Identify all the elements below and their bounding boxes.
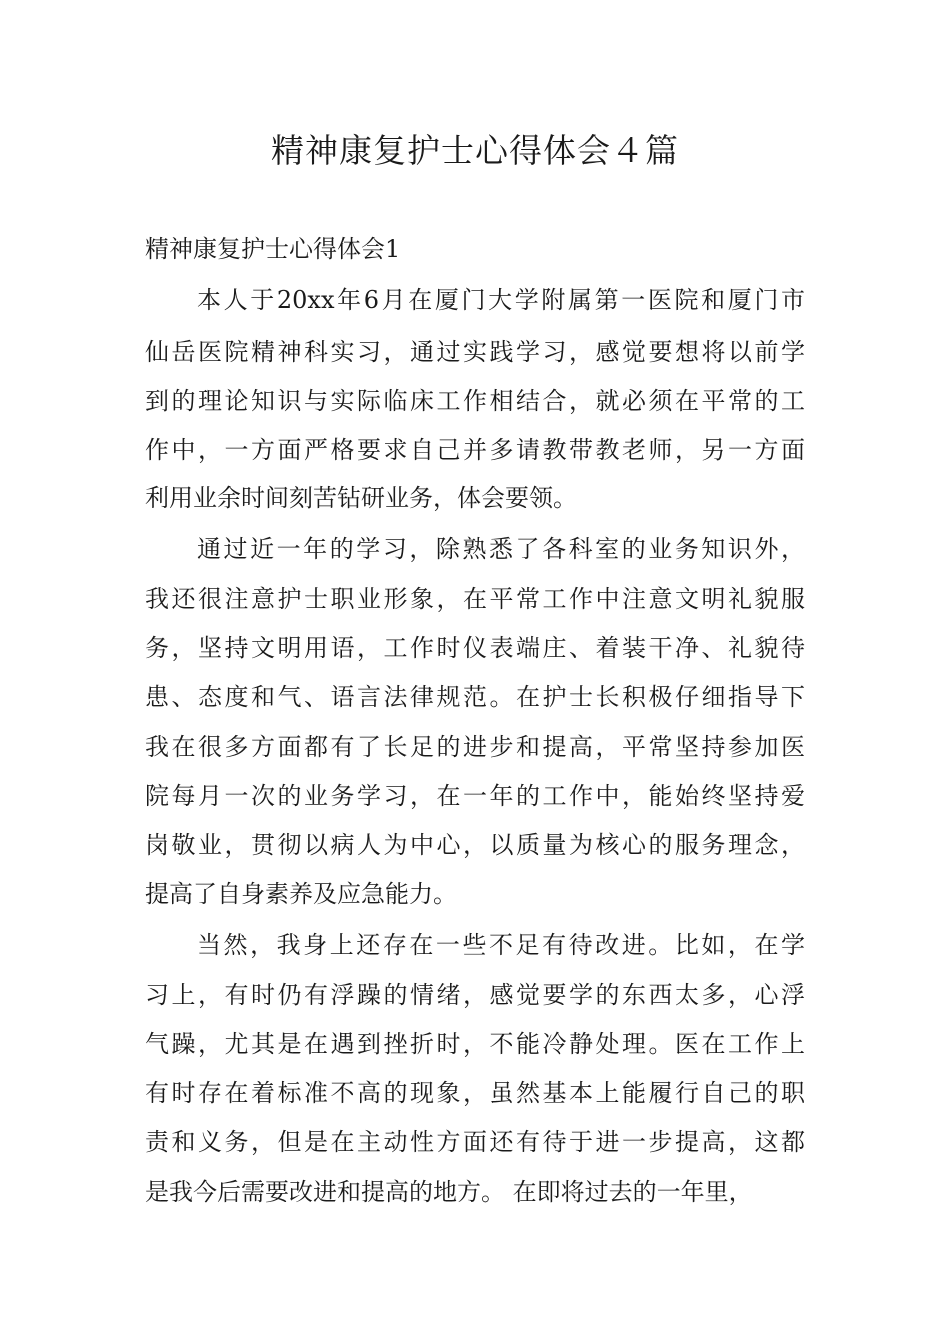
paragraph-1-line-5: 利用业余时间刻苦钻研业务，体会要领。 [145,484,577,512]
paragraph-2-line-1: 通过近一年的学习，除熟悉了各科室的业务知识外， [197,535,805,563]
paragraph-1-line-1: 本人于20xx年6月在厦门大学附属第一医院和厦门市 [197,286,805,314]
paragraph-2-line-6: 院每月一次的业务学习，在一年的工作中，能始终坚持爱 [145,782,805,810]
paragraph-3-line-5: 责和义务，但是在主动性方面还有待于进一步提高，这都 [145,1128,805,1156]
paragraph-1-line-2: 仙岳医院精神科实习，通过实践学习，感觉要想将以前学 [145,338,805,366]
paragraph-3-line-2: 习上，有时仍有浮躁的情绪，感觉要学的东西太多，心浮 [145,981,805,1009]
paragraph-3-line-4: 有时存在着标准不高的现象，虽然基本上能履行自己的职 [145,1079,805,1107]
paragraph-2-line-8: 提高了自身素养及应急能力。 [145,880,457,908]
paragraph-1-line-3: 到的理论知识与实际临床工作相结合，就必须在平常的工 [145,387,805,415]
paragraph-3-line-1: 当然，我身上还存在一些不足有待改进。比如，在学 [197,931,805,959]
paragraph-2-line-3: 务，坚持文明用语，工作时仪表端庄、着装干净、礼貌待 [145,634,805,662]
section-heading: 精神康复护士心得体会1 [145,235,401,263]
paragraph-2-line-5: 我在很多方面都有了长足的进步和提高，平常坚持参加医 [145,733,805,761]
paragraph-2-line-2: 我还很注意护士职业形象，在平常工作中注意文明礼貌服 [145,585,805,613]
paragraph-1-line-4: 作中，一方面严格要求自己并多请教带教老师，另一方面 [145,436,805,464]
paragraph-2-line-4: 患、态度和气、语言法律规范。在护士长积极仔细指导下 [145,683,805,711]
paragraph-2-line-7: 岗敬业，贯彻以病人为中心，以质量为核心的服务理念， [145,831,805,859]
paragraph-3-line-6: 是我今后需要改进和提高的地方。 在即将过去的一年里， [145,1178,753,1206]
paragraph-3-line-3: 气躁，尤其是在遇到挫折时，不能冷静处理。医在工作上 [145,1030,805,1058]
document-title: 精神康复护士心得体会４篇 [271,131,679,170]
